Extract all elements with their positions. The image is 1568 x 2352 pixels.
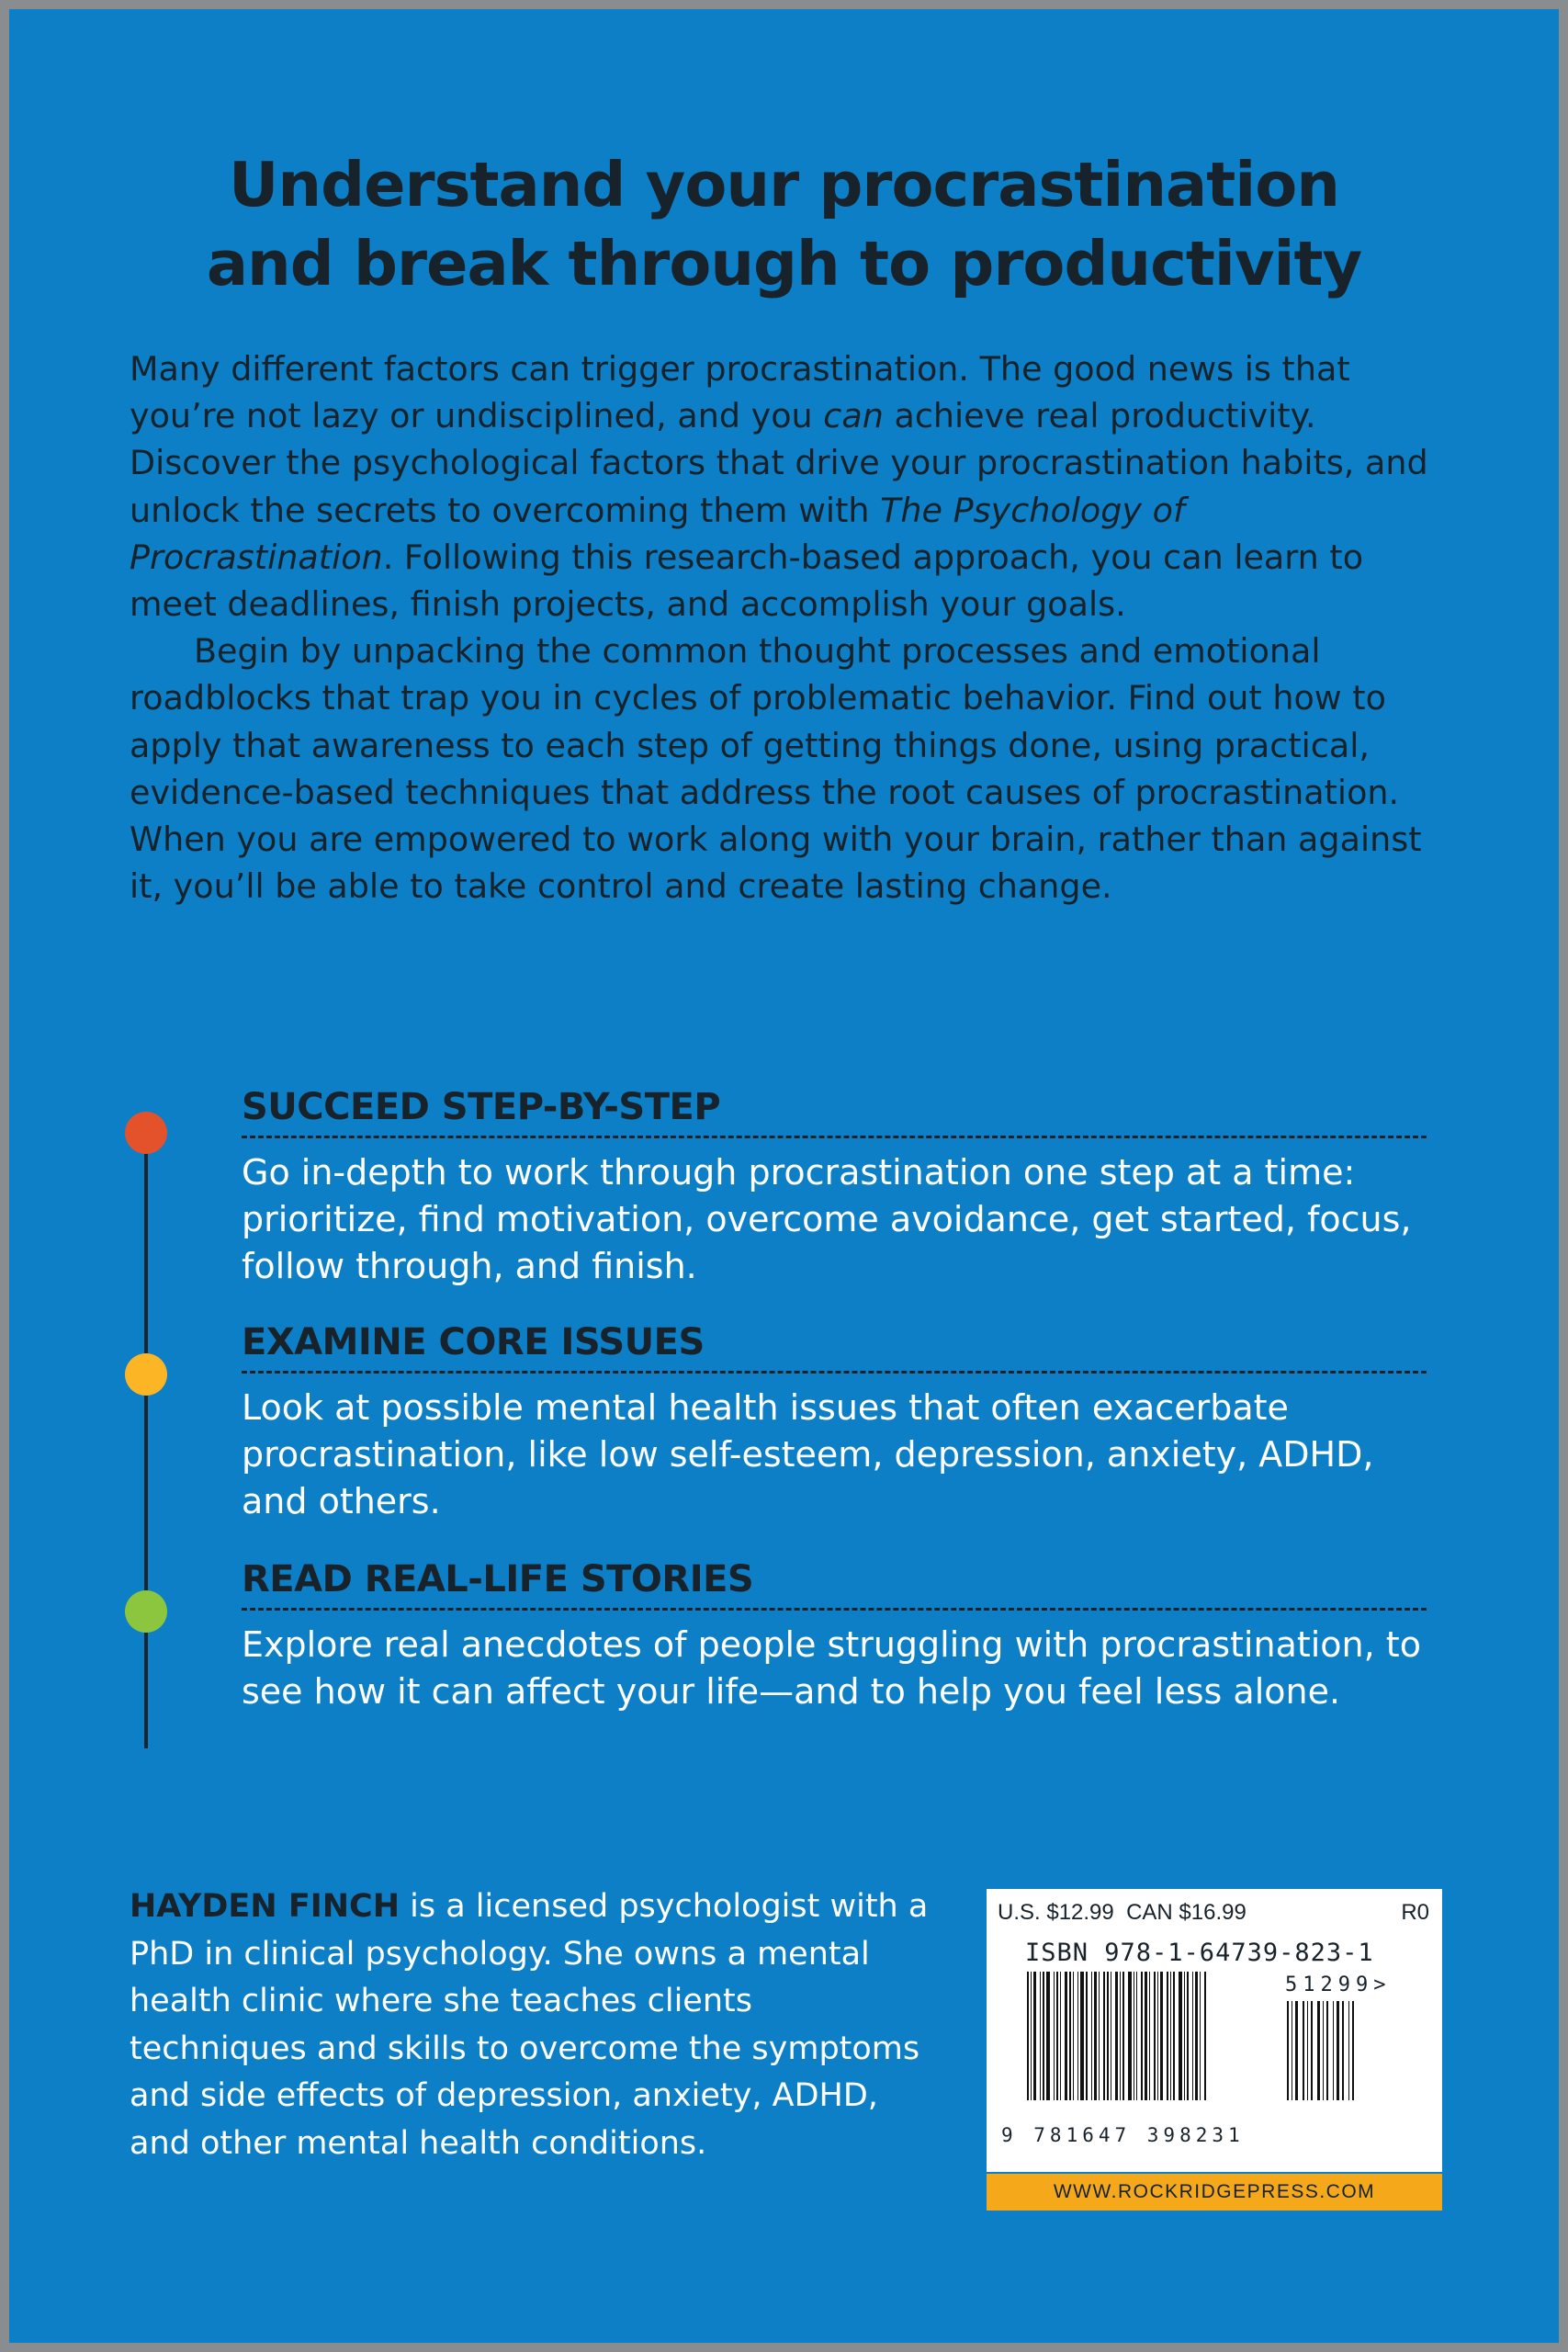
barcode-bar: [1145, 1972, 1147, 2100]
barcode-bar: [1295, 2001, 1298, 2100]
price-info: [998, 1900, 1247, 1926]
barcode-bar: [1094, 1972, 1097, 2100]
barcode-bar: [1200, 1972, 1201, 2100]
barcode-bar: [1154, 1972, 1156, 2100]
barcode-bar: [1056, 1972, 1058, 2100]
barcode-bar: [1326, 2001, 1328, 2100]
headline-line-2: and break through to productivity: [206, 228, 1362, 300]
feature-body: Go in-depth to work through procrastination one step at a time: prioritize, find motivation, overcome avoidance, get started, focus, follow through, and finish.: [242, 1152, 1412, 1286]
barcode-bar: [1337, 2001, 1339, 2100]
barcode-bar: [1307, 2001, 1308, 2100]
barcode-bar: [1073, 1972, 1074, 2100]
feature-title: READ REAL-LIFE STORIES: [242, 1558, 754, 1600]
barcode-bar: [1046, 1972, 1050, 2100]
barcode-bar: [1043, 1972, 1044, 2100]
barcode-bar: [1040, 1972, 1041, 2100]
barcode-bar: [1054, 1972, 1055, 2100]
barcode-bar: [1157, 1972, 1158, 2100]
barcode-bar: [1080, 1972, 1084, 2100]
barcode-bar: [1122, 1972, 1124, 2100]
barcode-bar: [1187, 1972, 1189, 2100]
timeline-dot-green: [125, 1590, 167, 1633]
barcode-bar: [1204, 1972, 1206, 2100]
barcode-bar: [1167, 1972, 1168, 2100]
feature-step-by-step: [242, 1086, 1427, 1290]
barcode-bar: [1099, 1972, 1100, 2100]
barcode-bar: [1103, 1972, 1105, 2100]
headline: [9, 145, 1559, 303]
publisher-website[interactable]: WWW.ROCKRIDGEPRESS.COM: [987, 2174, 1442, 2211]
barcode-bar: [1342, 2001, 1344, 2100]
barcode-bar: [1311, 2001, 1313, 2100]
dashed-divider: [242, 1608, 1427, 1611]
intro-paragraph-2: Begin by unpacking the common thought processes and emotional roadblocks that trap you in cycles of problematic behavior. Find out how to apply that awareness to each step of getting things done, using practical, evidence-based techniques that address the root causes of procrastination. When you are empowered to work along with your brain, rather than against it, you’ll be able to take control and create lasting change.: [130, 631, 1422, 907]
barcode-bar: [1149, 1972, 1150, 2100]
feature-body: Explore real anecdotes of people struggling with procrastination, to see how it can affect your life—and to help you feel less alone.: [242, 1624, 1421, 1712]
author-name: HAYDEN FINCH: [130, 1888, 400, 1925]
ean-digits: 9 781647 398231: [1001, 2124, 1245, 2146]
addon-barcode: [1285, 2001, 1404, 2100]
barcode-bar: [1060, 1972, 1061, 2100]
barcode-bar: [1333, 2001, 1334, 2100]
barcode-bar: [1348, 2001, 1349, 2100]
author-bio-text: is a licensed psychologist with a PhD in clinical psychology. She owns a mental health clinic where she teaches clients techniques and skills to overcome the symptoms and side effects of depression, anxiety, ADHD, and other mental health conditions.: [130, 1888, 929, 2162]
barcode-bar: [1128, 1972, 1132, 2100]
timeline-line: [144, 1124, 148, 1748]
barcode-bar: [1141, 1972, 1143, 2100]
barcode-bar: [1352, 2001, 1354, 2100]
barcode-bar: [1077, 1972, 1078, 2100]
barcode-bar: [1160, 1972, 1163, 2100]
intro-emphasis-can: can: [823, 396, 884, 436]
addon-price-code: 51299: [1285, 1973, 1374, 1996]
feature-body: Look at possible mental health issues that often exacerbate procrastination, like low self-esteem, depression, anxiety, ADHD, and others.: [242, 1387, 1374, 1521]
barcode-bar: [1303, 2001, 1304, 2100]
barcode-bar: [1184, 1972, 1185, 2100]
price-code: R0: [1401, 1900, 1429, 1925]
feature-real-life-stories: [242, 1558, 1427, 1715]
barcode-bar: [1033, 1972, 1036, 2100]
barcode-bar: [1179, 1972, 1182, 2100]
barcode-bar: [1115, 1972, 1118, 2100]
barcode-bar: [1031, 1972, 1032, 2100]
addon-digits: [1285, 1973, 1391, 1996]
back-cover: [9, 9, 1559, 2343]
barcode-bar: [1173, 1972, 1175, 2100]
intro-text-b: achieve real productivity. Discover the psychological factors that drive your procrastination habits, and unlock the secrets to overcoming them with: [130, 396, 1428, 530]
intro-paragraph-1: [130, 345, 1452, 628]
barcode-bar: [1086, 1972, 1088, 2100]
price-us: U.S. $12.99: [998, 1900, 1114, 1925]
intro-text-c: . Following this research-based approach, you can learn to meet deadlines, finish projects, and accomplish your goals.: [130, 537, 1364, 625]
barcode-bar: [1317, 2001, 1320, 2100]
barcode-bar: [1091, 1972, 1092, 2100]
timeline-dot-red: [125, 1112, 167, 1154]
book-title-reference: The Psychology of Procrastination: [130, 490, 1185, 577]
barcode-bar: [1065, 1972, 1067, 2100]
author-bio: [130, 1883, 938, 2167]
barcode-bar: [1107, 1972, 1109, 2100]
intro-text-a: Many different factors can trigger procrastination. The good news is that you’re not lazy or undisciplined, and you: [130, 349, 1350, 436]
barcode-bar: [1287, 2001, 1289, 2100]
feature-core-issues: [242, 1321, 1427, 1525]
addon-arrow: >: [1373, 1973, 1392, 1996]
feature-title: SUCCEED STEP-BY-STEP: [242, 1086, 721, 1128]
barcode-bar: [1195, 1972, 1198, 2100]
barcode-bar: [1027, 1972, 1029, 2100]
dashed-divider: [242, 1136, 1427, 1138]
dashed-divider: [242, 1371, 1427, 1374]
barcode-bar: [1170, 1972, 1171, 2100]
barcode-bar: [1120, 1972, 1121, 2100]
price-row: [998, 1900, 1429, 1926]
intro-description: [130, 345, 1452, 910]
ean-barcode: [1025, 1972, 1264, 2100]
barcode-bar: [1192, 1972, 1193, 2100]
headline-line-1: Understand your procrastination: [229, 149, 1339, 220]
feature-title: EXAMINE CORE ISSUES: [242, 1321, 705, 1363]
timeline-dot-yellow: [125, 1353, 167, 1396]
barcode-bar: [1323, 2001, 1324, 2100]
barcode-label: [987, 1889, 1442, 2172]
barcode-bar: [1136, 1972, 1137, 2100]
price-can: CAN $16.99: [1126, 1900, 1247, 1925]
isbn-number: ISBN 978-1-64739-823-1: [1025, 1939, 1374, 1967]
barcode-bar: [1069, 1972, 1071, 2100]
